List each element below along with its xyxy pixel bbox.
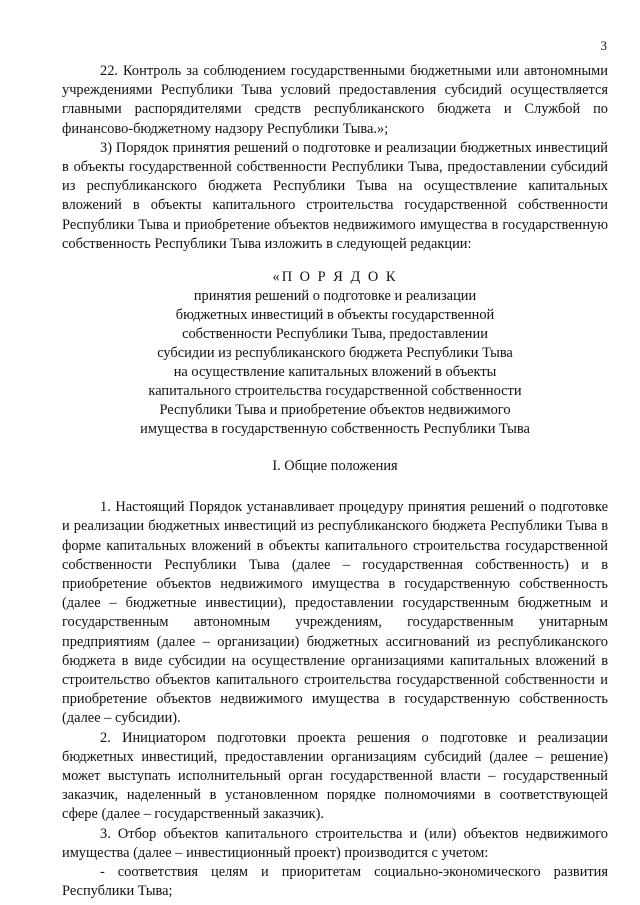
order-title-line: на осуществление капитальных вложений в объекты: [173, 364, 497, 381]
order-title-line: имущества в государственную собственность Республики Тыва: [140, 421, 530, 438]
paragraph-3-amendment: 3) Порядок принятия решений о подготовке и реализации бюджетных инвестиций в объекты государственной собственности Республики Тыва, предоставлении субсидий из республиканского бюджета Республики Тыва на осуществление капитальных вложений в объекты капитального строительства государственной собственности Республики Тыва и приобретение объектов недвижимого имущества в государственную собственность Республики Тыва изложить в следующей редакции:: [62, 139, 608, 252]
order-title-line: собственности Республики Тыва, предоставлении: [182, 326, 488, 343]
order-title-line: бюджетных инвестиций в объекты государственной: [175, 307, 495, 324]
order-heading: «П О Р Я Д О К: [272, 269, 398, 286]
order-title-line: капитального строительства государственной собственности: [148, 383, 522, 400]
order-title: [62, 268, 608, 439]
page-number: 3: [600, 38, 607, 53]
order-title-line: принятия решений о подготовке и реализации: [193, 288, 477, 305]
list-item: - соответствия целям и приоритетам социально-экономического развития Республики Тыва;: [62, 864, 608, 900]
paragraph-22: 22. Контроль за соблюдением государственными бюджетными или автономными учреждениями Республики Тыва условий предоставления субсидий осуществляется главными распорядителями средств республиканского бюджета и Службой по финансово-бюджетному надзору Республики Тыва.»;: [62, 63, 608, 137]
paragraph-3: 3. Отбор объектов капитального строительства и (или) объектов недвижимого имущества (далее – инвестиционный проект) производится с учетом:: [62, 825, 608, 861]
section-heading: I. Общие положения: [272, 458, 398, 475]
document-body: [62, 62, 608, 902]
order-title-line: субсидии из республиканского бюджета Республики Тыва: [157, 345, 513, 362]
paragraph-1: 1. Настоящий Порядок устанавливает процедуру принятия решений о подготовке и реализации бюджетных инвестиций из республиканского бюджета Республики Тыва в форме капитальных вложений в объекты капитального строительства государственной собственности Республики Тыва (далее – государственная собственность) и в приобретение объектов недвижимого имущества в государственную собственность (далее – бюджетные инвестиции), предоставлении государственным бюджетным и государственным автономным учреждениям, государственным унитарным предприятиям (далее – организации) бюджетных ассигнований из республиканского бюджета в виде субсидии на осуществление организациями капитальных вложений в строительство объектов капитального строительства государственной собственности и приобретение объектов недвижимого имущества в государственную собственность (далее – субсидии).: [62, 499, 608, 727]
paragraph-2: 2. Инициатором подготовки проекта решения о подготовке и реализации бюджетных инвестиций, предоставлении организациям субсидий (далее – решение) может выступать исполнительный орган государственной власти – государственный заказчик, наделенный в установленном порядке полномочиями в соответствующей сфере (далее – государственный заказчик).: [62, 729, 608, 823]
order-title-line: Республики Тыва и приобретение объектов недвижимого: [159, 402, 511, 419]
